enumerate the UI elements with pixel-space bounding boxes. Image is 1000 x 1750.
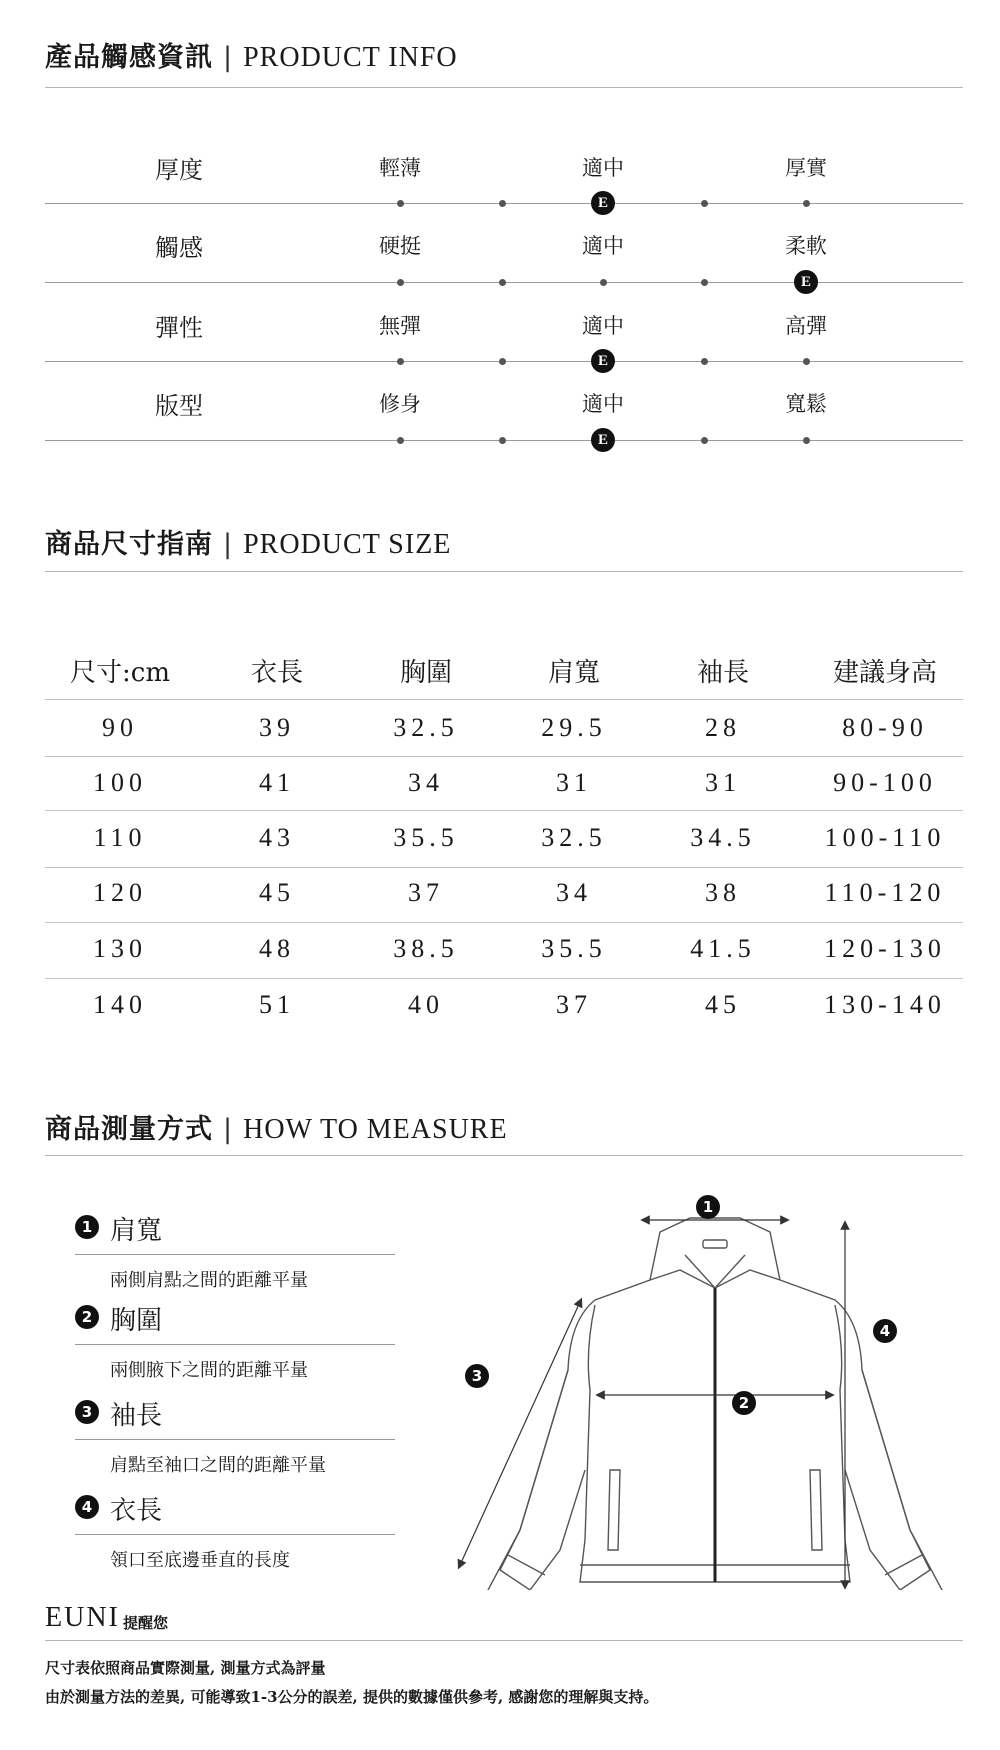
size-table-cell: 31 <box>705 768 741 797</box>
info-option-label: 適中 <box>582 156 624 180</box>
size-table-cell: 140 <box>93 990 147 1019</box>
size-table-cell: 34 <box>408 768 444 797</box>
measure-number-badge: 3 <box>75 1400 99 1424</box>
info-option-label: 適中 <box>582 392 624 416</box>
size-title-cn: 商品尺寸指南 <box>45 529 213 560</box>
size-table-cell: 43 <box>259 823 295 852</box>
size-title-separator: | <box>223 529 234 560</box>
info-option-label: 適中 <box>582 314 624 338</box>
size-section-title <box>45 522 451 561</box>
size-table-cell: 100-110 <box>824 823 946 852</box>
info-selected-marker: E <box>794 270 818 294</box>
info-option-label: 寬鬆 <box>785 392 827 416</box>
footer-divider <box>45 1640 963 1641</box>
measure-item-title: 肩寬 <box>110 1216 163 1246</box>
reminder-label: 提醒您 <box>123 1614 169 1632</box>
info-scale-dot <box>499 279 506 286</box>
brand-logo: EUNI <box>45 1602 120 1633</box>
measure-number-badge: 2 <box>75 1305 99 1329</box>
measure-title-en: HOW TO MEASURE <box>243 1114 508 1145</box>
size-table-cell: 40 <box>408 990 444 1019</box>
info-scale-dot <box>499 200 506 207</box>
size-table-cell: 110-120 <box>824 878 946 907</box>
measure-item-title: 衣長 <box>110 1496 163 1526</box>
measure-section-title <box>45 1107 508 1146</box>
size-table-cell: 37 <box>556 990 592 1019</box>
measure-item-desc: 領口至底邊垂直的長度 <box>110 1550 290 1571</box>
size-table-header: 胸圍 <box>399 658 452 688</box>
size-header-divider <box>45 699 963 700</box>
size-table-cell: 110 <box>93 823 147 852</box>
info-option-label: 無彈 <box>379 314 421 338</box>
measure-item-divider <box>75 1344 395 1345</box>
size-table-cell: 41.5 <box>690 934 756 963</box>
info-scale-dot <box>499 358 506 365</box>
size-table-cell: 45 <box>705 990 741 1019</box>
info-scale-dot <box>803 358 810 365</box>
size-table-cell: 32.5 <box>393 713 459 742</box>
size-row-divider <box>45 810 963 811</box>
size-table-cell: 34 <box>556 878 592 907</box>
measure-item-desc: 肩點至袖口之間的距離平量 <box>110 1455 326 1476</box>
info-title-separator: | <box>223 42 234 73</box>
size-table-cell: 39 <box>259 713 295 742</box>
measure-item-divider <box>75 1534 395 1535</box>
diagram-badge-4: 4 <box>873 1319 897 1343</box>
size-table-cell: 38.5 <box>393 934 459 963</box>
info-row-label: 彈性 <box>155 314 203 342</box>
diagram-badge-1: 1 <box>696 1195 720 1219</box>
info-scale-dot <box>397 358 404 365</box>
info-option-label: 厚實 <box>785 156 827 180</box>
info-title-cn: 產品觸感資訊 <box>45 42 213 73</box>
size-table-cell: 29.5 <box>541 713 607 742</box>
size-table-cell: 41 <box>259 768 295 797</box>
info-row-label: 版型 <box>155 392 203 420</box>
size-title-divider <box>45 571 963 572</box>
size-table-cell: 28 <box>705 713 741 742</box>
measure-title-cn: 商品測量方式 <box>45 1114 213 1145</box>
measure-item-desc: 兩側腋下之間的距離平量 <box>110 1360 308 1381</box>
info-option-label: 輕薄 <box>379 156 421 180</box>
info-option-label: 硬挺 <box>379 234 421 258</box>
size-table-cell: 100 <box>93 768 147 797</box>
size-table-cell: 45 <box>259 878 295 907</box>
info-scale-dot <box>701 279 708 286</box>
size-table-cell: 130-140 <box>824 990 946 1019</box>
footer-note-1: 尺寸表依照商品實際測量, 測量方式為評量 <box>45 1659 326 1677</box>
info-scale-dot <box>397 279 404 286</box>
measure-number-badge: 4 <box>75 1495 99 1519</box>
info-scale-dot <box>499 437 506 444</box>
info-row-label: 厚度 <box>155 156 203 184</box>
info-scale-dot <box>701 358 708 365</box>
diagram-badge-3: 3 <box>465 1364 489 1388</box>
measure-title-divider <box>45 1155 963 1156</box>
size-table-cell: 80-90 <box>842 713 928 742</box>
info-option-label: 修身 <box>379 392 421 416</box>
size-table-cell: 51 <box>259 990 295 1019</box>
info-row-label: 觸感 <box>155 234 203 262</box>
info-scale-dot <box>600 279 607 286</box>
measure-item-title: 胸圍 <box>110 1306 163 1336</box>
jacket-diagram <box>420 1170 980 1590</box>
size-table-header: 肩寬 <box>547 658 600 688</box>
info-scale-dot <box>701 200 708 207</box>
size-table-cell: 130 <box>93 934 147 963</box>
info-selected-marker: E <box>591 349 615 373</box>
info-scale-dot <box>397 437 404 444</box>
info-scale-dot <box>701 437 708 444</box>
size-table-cell: 38 <box>705 878 741 907</box>
measure-item-desc: 兩側肩點之間的距離平量 <box>110 1270 308 1291</box>
size-table-header: 衣長 <box>250 658 303 688</box>
size-table-header: 尺寸:cm <box>70 658 170 688</box>
size-table-cell: 120-130 <box>824 934 946 963</box>
info-option-label: 柔軟 <box>785 234 827 258</box>
size-table-cell: 31 <box>556 768 592 797</box>
size-table-cell: 90 <box>102 713 138 742</box>
measure-title-separator: | <box>223 1114 234 1145</box>
size-table-header: 袖長 <box>696 658 749 688</box>
info-scale-dot <box>803 200 810 207</box>
info-selected-marker: E <box>591 191 615 215</box>
size-row-divider <box>45 922 963 923</box>
size-table-cell: 37 <box>408 878 444 907</box>
info-title-divider <box>45 87 963 88</box>
measure-number-badge: 1 <box>75 1215 99 1239</box>
measure-item-divider <box>75 1254 395 1255</box>
size-row-divider <box>45 867 963 868</box>
size-table-header: 建議身高 <box>832 658 937 688</box>
size-title-en: PRODUCT SIZE <box>243 529 452 560</box>
size-table-cell: 120 <box>93 878 147 907</box>
size-table-cell: 90-100 <box>833 768 937 797</box>
size-row-divider <box>45 978 963 979</box>
measure-item-divider <box>75 1439 395 1440</box>
info-option-label: 高彈 <box>785 314 827 338</box>
size-table-cell: 32.5 <box>541 823 607 852</box>
info-option-label: 適中 <box>582 234 624 258</box>
size-table-cell: 35.5 <box>393 823 459 852</box>
info-scale-dot <box>803 437 810 444</box>
diagram-badge-2: 2 <box>732 1391 756 1415</box>
info-selected-marker: E <box>591 428 615 452</box>
size-table-cell: 35.5 <box>541 934 607 963</box>
sleeve-arrow <box>460 1302 580 1565</box>
footer-note-2: 由於測量方法的差異, 可能導致1-3公分的誤差, 提供的數據僅供參考, 感謝您的理解與支持。 <box>45 1688 659 1706</box>
size-table-cell: 34.5 <box>690 823 756 852</box>
measure-item-title: 袖長 <box>110 1401 163 1431</box>
info-title-en: PRODUCT INFO <box>243 42 458 73</box>
size-row-divider <box>45 756 963 757</box>
size-table-cell: 48 <box>259 934 295 963</box>
info-section-title <box>45 35 458 74</box>
info-scale-dot <box>397 200 404 207</box>
